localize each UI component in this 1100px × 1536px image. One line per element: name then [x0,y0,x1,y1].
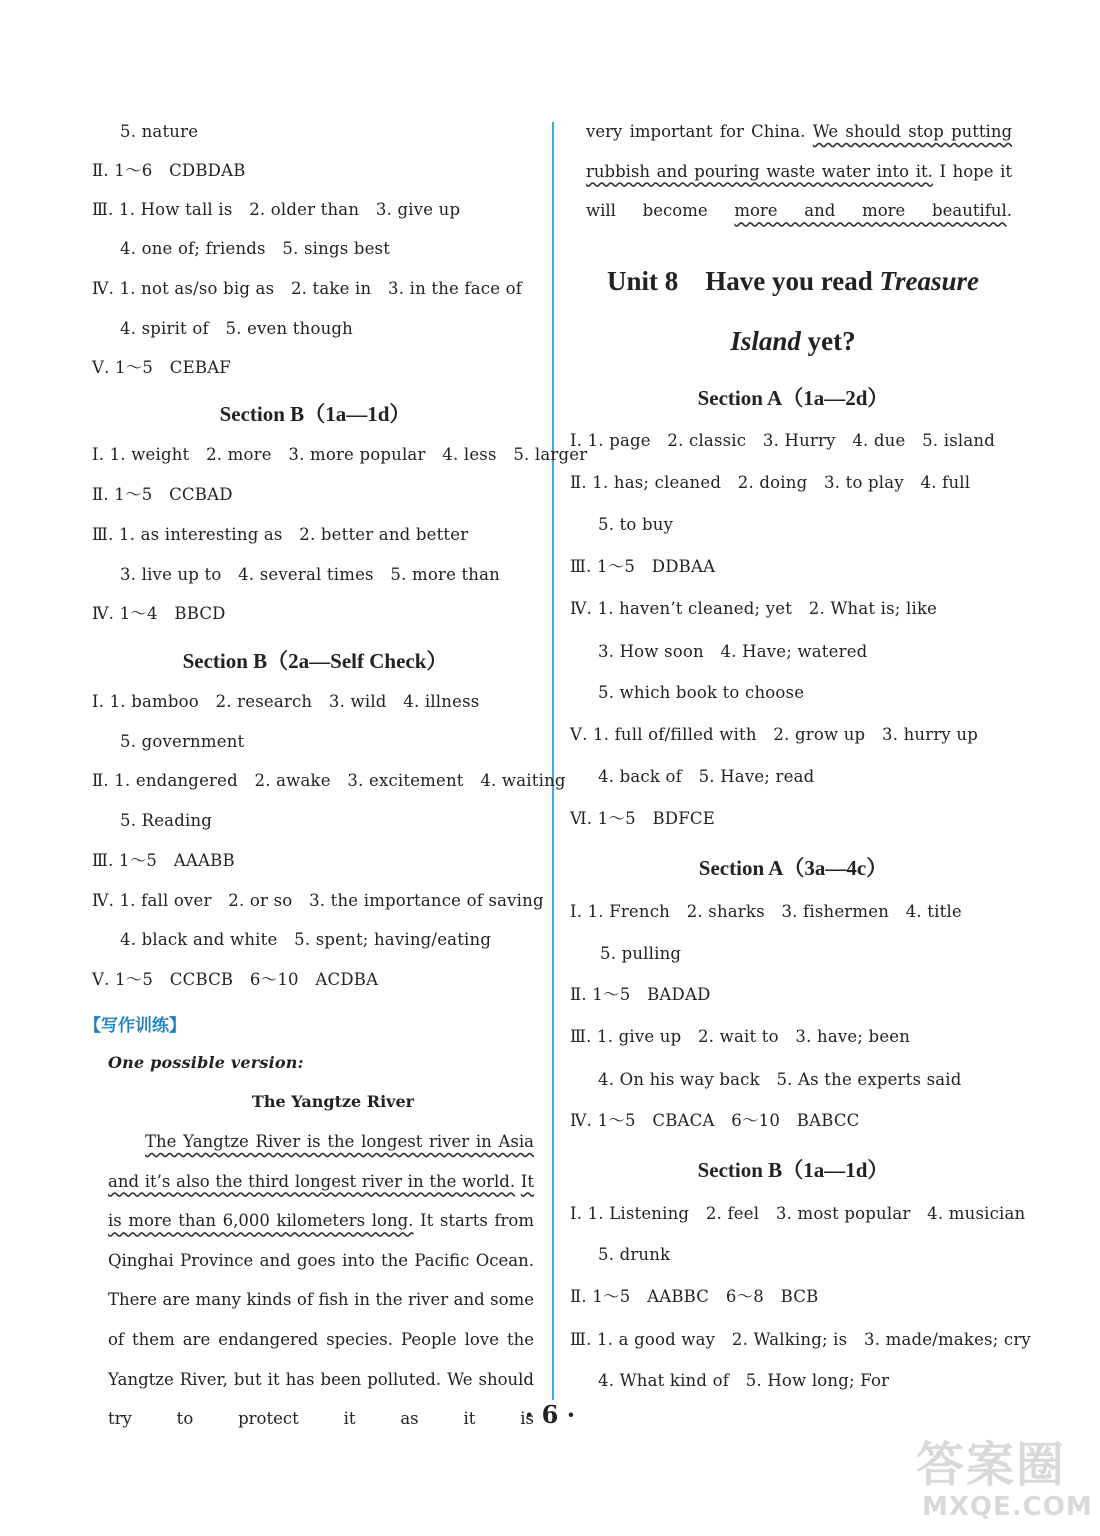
essay-paragraph [108,1122,534,1439]
answer-line: 4. black and white 5. spent; having/eating [120,930,492,949]
answer-line: Ⅱ. 1. endangered 2. awake 3. excitement 4. waiting [92,771,566,790]
answer-line: Ⅲ. 1. a good way 2. Walking; is 3. made/makes; cry [570,1330,1031,1349]
answer-line: 4. What kind of 5. How long; For [598,1371,890,1390]
answer-line: 5. nature [120,122,199,141]
essay-underlined-sentence: We should stop putting rubbish and pouring waste water into it. [586,122,1013,181]
answer-line: Ⅴ. 1. full of/filled with 2. grow up 3. hurry up [570,725,978,744]
answer-line: 5. to buy [598,515,674,534]
answer-line: Ⅲ. 1. as interesting as 2. better and better [92,525,469,544]
section-heading: Section B（1a—1d） [219,402,411,426]
essay-text: I hope it will become [586,161,1012,221]
answer-line: Ⅳ. 1～4 BBCD [92,604,226,623]
answer-line: 4. back of 5. Have; read [598,767,815,786]
watermark-logo [916,1426,1093,1526]
answer-line: Ⅰ. 1. page 2. classic 3. Hurry 4. due 5. island [570,431,995,450]
unit-title: Unit 8 Have you read Treasure [606,266,979,296]
answer-line: Ⅰ. 1. French 2. sharks 3. fishermen 4. title [570,902,962,921]
essay-underlined-sentence: The Yangtze River is the longest river in Asia and it’s also the third longest river in the world. [108,1132,534,1191]
answer-line: Ⅳ. 1～5 CBACA 6～10 BABCC [570,1111,860,1130]
answer-line: Ⅲ. 1. How tall is 2. older than 3. give up [92,200,461,219]
section-heading: Section A（3a—4c） [698,856,888,880]
writing-training-tag: 【写作训练】 [84,1016,186,1036]
answer-line: 5. pulling [600,944,682,963]
watermark-url: MXQE.COM [922,1492,1093,1522]
column-divider [552,122,554,1400]
answer-line: 4. spirit of 5. even though [120,319,353,338]
answer-line: 3. How soon 4. Have; watered [598,642,868,661]
essay-text: . [1006,201,1012,221]
answer-line: Ⅲ. 1. give up 2. wait to 3. have; been [570,1027,911,1046]
answer-line: Ⅳ. 1. not as/so big as 2. take in 3. in the face of [92,279,523,298]
answer-line: Ⅳ. 1. haven’t cleaned; yet 2. What is; like [570,599,938,618]
answer-line: Ⅳ. 1. fall over 2. or so 3. the importance of saving [92,891,544,910]
answer-line: Ⅱ. 1～5 BADAD [570,985,711,1004]
answer-line: Ⅱ. 1. has; cleaned 2. doing 3. to play 4. full [570,473,971,492]
answer-line: Ⅱ. 1～5 CCBAD [92,485,233,504]
possible-version-label: One possible version: [108,1053,304,1072]
answer-line: 5. drunk [598,1245,671,1264]
answer-line: 5. Reading [120,811,213,830]
section-heading: Section B（2a—Self Check） [182,649,448,673]
essay-paragraph-continued [586,112,1012,231]
answer-line: Ⅵ. 1～5 BDFCE [570,809,715,828]
essay-underlined-phrase: more and more beautiful [734,201,1007,221]
section-heading: Section B（1a—1d） [697,1158,889,1182]
essay-underlined-sentence: It is more than 6,000 kilometers long. [108,1171,534,1231]
answer-line: 5. which book to choose [598,683,805,702]
answer-line: Ⅱ. 1～6 CDBDAB [92,161,246,180]
answer-line: Ⅱ. 1～5 AABBC 6～8 BCB [570,1287,819,1306]
answer-line: 4. one of; friends 5. sings best [120,239,391,258]
page-number: · 6 · [524,1400,576,1429]
answer-line: Ⅰ. 1. bamboo 2. research 3. wild 4. illness [92,692,480,711]
answer-line: Ⅲ. 1～5 DDBAA [570,557,716,576]
answer-line: Ⅰ. 1. Listening 2. feel 3. most popular 4. musician [570,1204,1026,1223]
answer-line: Ⅴ. 1～5 CCBCB 6～10 ACDBA [92,970,379,989]
answer-line: 3. live up to 4. several times 5. more than [120,565,500,584]
answer-line: Ⅴ. 1～5 CEBAF [92,358,231,377]
watermark-text: 答案圈 [916,1437,1067,1493]
answer-line: 4. On his way back 5. As the experts said [598,1070,962,1089]
essay-title: The Yangtze River [251,1092,415,1111]
answer-line: Ⅲ. 1～5 AAABB [92,851,235,870]
essay-text: very important for China. [586,122,806,141]
answer-line: Ⅰ. 1. weight 2. more 3. more popular 4. less 5. larger [92,445,588,464]
section-heading: Section A（1a—2d） [697,386,889,410]
answer-line: 5. government [120,732,245,751]
essay-text: It starts from Qinghai Province and goes into the Pacific Ocean. There are many kinds of fish in the river and some of them are endangered species. People love the Yangtze River, but it has been polluted. We should try to protect it as it is [108,1211,535,1429]
unit-title-line-2: Island yet? [730,326,856,356]
